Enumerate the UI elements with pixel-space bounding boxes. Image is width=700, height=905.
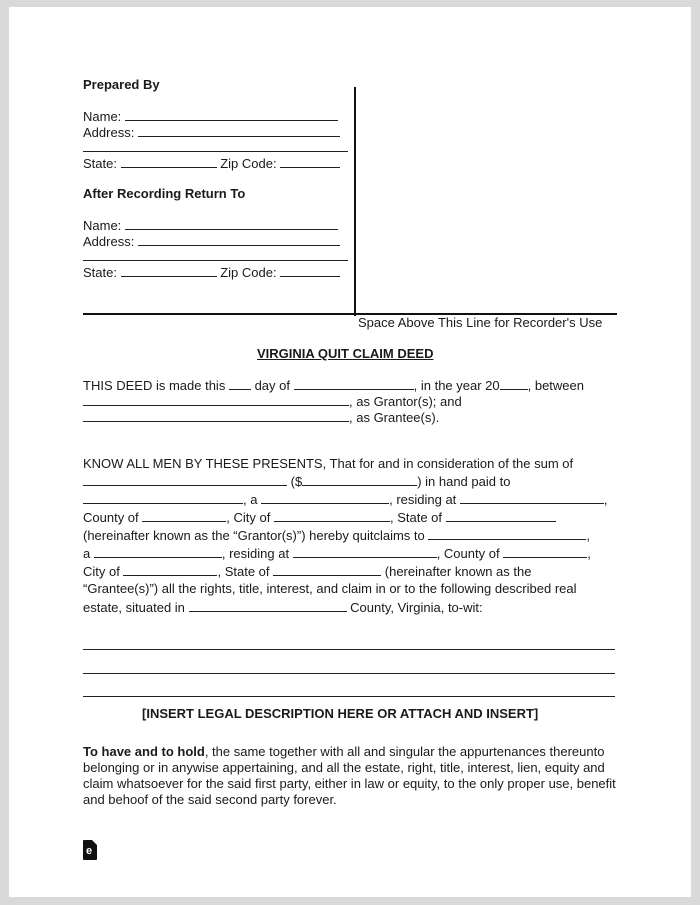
grantee-status-field[interactable] bbox=[94, 545, 222, 558]
know-line-3: , a , residing at , bbox=[83, 491, 608, 508]
deed-page bbox=[9, 7, 691, 897]
return-address-line2[interactable] bbox=[83, 260, 348, 261]
know-line-2: ($ ) in hand paid to bbox=[83, 473, 510, 490]
know-line-5: (hereinafter known as the “Grantor(s)”) hereby quitclaims to , bbox=[83, 528, 590, 543]
grantee-county-field[interactable] bbox=[503, 545, 587, 558]
intro-line-2: , as Grantor(s); and bbox=[83, 393, 462, 410]
prepared-state-row: State: Zip Code: bbox=[83, 155, 340, 172]
legal-description-line-3[interactable] bbox=[83, 696, 615, 697]
deed-title: VIRGINIA QUIT CLAIM DEED bbox=[257, 346, 434, 361]
grantor-status-field[interactable] bbox=[261, 491, 389, 504]
know-line-6: a , residing at , County of , bbox=[83, 546, 591, 561]
return-state-field[interactable] bbox=[121, 264, 217, 277]
return-name-row: Name: bbox=[83, 217, 338, 234]
return-address-row: Address: bbox=[83, 233, 340, 250]
prepared-state-field[interactable] bbox=[121, 155, 217, 168]
legal-description-line-2[interactable] bbox=[83, 673, 615, 674]
know-line-4: County of , City of , State of bbox=[83, 509, 556, 526]
intro-line-1: THIS DEED is made this day of , in the year 20 , between bbox=[83, 378, 584, 393]
return-state-row: State: Zip Code: bbox=[83, 264, 340, 281]
month-field[interactable] bbox=[294, 377, 414, 390]
property-county-field[interactable] bbox=[189, 599, 347, 612]
consideration-words-field[interactable] bbox=[83, 473, 287, 486]
know-line-7: City of , State of (hereinafter known as the bbox=[83, 564, 532, 579]
prepared-address-row: Address: bbox=[83, 124, 340, 141]
consideration-amount-field[interactable] bbox=[302, 473, 417, 486]
grantee-name-field[interactable] bbox=[428, 527, 586, 540]
know-line-9: estate, situated in County, Virginia, to-wit: bbox=[83, 600, 483, 615]
grantee-state-field[interactable] bbox=[273, 563, 381, 576]
insert-legal-note: [INSERT LEGAL DESCRIPTION HERE OR ATTACH AND INSERT] bbox=[142, 706, 539, 721]
recorder-note: Space Above This Line for Recorder's Use bbox=[358, 315, 603, 330]
grantor-county-field[interactable] bbox=[142, 509, 226, 522]
grantor-city-field[interactable] bbox=[274, 509, 390, 522]
year-field[interactable] bbox=[500, 377, 528, 390]
intro-line-3: , as Grantee(s). bbox=[83, 409, 439, 426]
day-field[interactable] bbox=[229, 377, 251, 390]
grantor-name-field[interactable] bbox=[83, 491, 243, 504]
prepared-name-field[interactable] bbox=[125, 108, 338, 121]
return-name-field[interactable] bbox=[125, 217, 338, 230]
grantee-field[interactable] bbox=[83, 409, 349, 422]
return-zip-field[interactable] bbox=[280, 264, 340, 277]
prepared-address-line2[interactable] bbox=[83, 151, 348, 152]
know-line-8: “Grantee(s)”) all the rights, title, interest, and claim in or to the following described real bbox=[83, 581, 577, 596]
prepared-name-row: Name: bbox=[83, 108, 338, 125]
grantor-state-field[interactable] bbox=[446, 509, 556, 522]
grantor-address-field[interactable] bbox=[460, 491, 604, 504]
after-recording-heading: After Recording Return To bbox=[83, 186, 246, 201]
habendum-paragraph: To have and to hold, the same together with all and singular the appurtenances thereunto belonging or in anywise appertaining, and all the estate, right, title, interest, lien, equity and claim whatsoever for the said first party, either in law or equity, to the only proper use, benefit and behoof of the said second party forever. bbox=[83, 744, 616, 807]
know-line-1: KNOW ALL MEN BY THESE PRESENTS, That for and in consideration of the sum of bbox=[83, 456, 574, 471]
grantee-address-field[interactable] bbox=[293, 545, 437, 558]
grantee-city-field[interactable] bbox=[123, 563, 217, 576]
return-address-field[interactable] bbox=[138, 233, 340, 246]
prepared-by-heading: Prepared By bbox=[83, 77, 160, 92]
eforms-logo-icon: e bbox=[83, 840, 97, 860]
legal-description-line-1[interactable] bbox=[83, 649, 615, 650]
prepared-zip-field[interactable] bbox=[280, 155, 340, 168]
recorder-space-divider bbox=[354, 87, 356, 316]
grantor-field[interactable] bbox=[83, 393, 349, 406]
prepared-address-field[interactable] bbox=[138, 124, 340, 137]
